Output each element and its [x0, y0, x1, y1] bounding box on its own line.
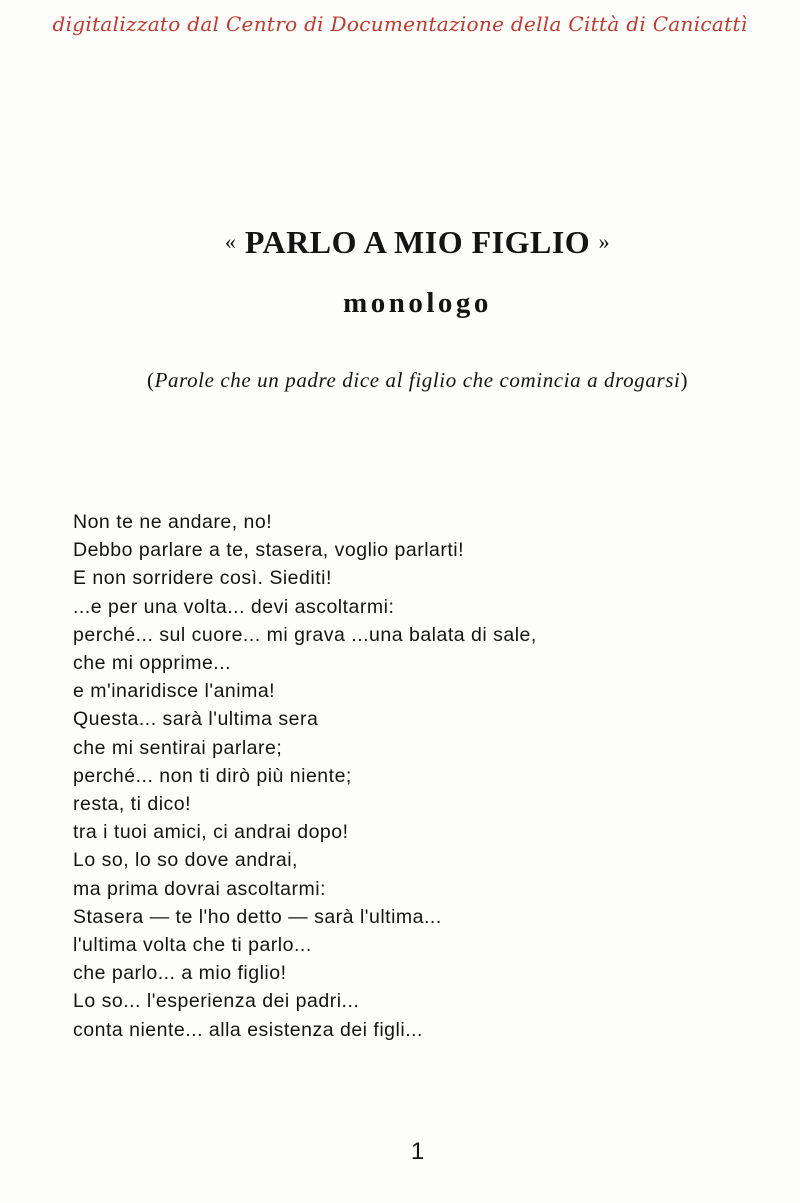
poem-line: che mi sentirai parlare;	[73, 736, 283, 759]
poem-line: conta niente... alla esistenza dei figli...	[73, 1018, 423, 1041]
poem-text	[73, 508, 753, 1044]
poem-line: ...e per una volta... devi ascoltarmi:	[73, 595, 395, 618]
poem-line: e m'inaridisce l'anima!	[73, 680, 276, 703]
poem-line: ma prima dovrai ascoltarmi:	[73, 877, 326, 900]
title-text: PARLO A MIO FIGLIO	[244, 224, 591, 260]
poem-line: Debbo parlare a te, stasera, voglio parlarti!	[73, 539, 465, 562]
stage-note	[0, 368, 800, 393]
poem-line: che mi opprime...	[73, 652, 232, 675]
note-close-paren: )	[680, 368, 689, 392]
poem-line: Lo so, lo so dove andrai,	[73, 849, 298, 872]
poem-line: l'ultima volta che ti parlo...	[73, 934, 312, 957]
poem-line: resta, ti dico!	[73, 793, 192, 816]
poem-line: perché... non ti dirò più niente;	[73, 764, 352, 787]
poem-line: Non te ne andare, no!	[73, 511, 273, 533]
digitization-watermark: digitalizzato dal Centro di Documentazione della Città di Canicattì	[52, 12, 748, 36]
title-close-quote: »	[598, 229, 611, 254]
note-text: Parole che un padre dice al figlio che comincia a drogarsi	[154, 368, 681, 392]
title-open-quote: «	[224, 229, 237, 254]
poem-line: E non sorridere così. Siediti!	[73, 567, 332, 590]
poem-line: che parlo... a mio figlio!	[73, 962, 287, 985]
poem-line: Lo so... l'esperienza dei padri...	[73, 990, 360, 1013]
page-title	[0, 224, 800, 261]
note-open-paren: (	[146, 368, 155, 392]
poem-line: tra i tuoi amici, ci andrai dopo!	[73, 821, 349, 844]
poem-line: perché... sul cuore... mi grava ...una balata di sale,	[73, 623, 537, 646]
page-subtitle: monologo	[343, 287, 492, 319]
poem-line: Stasera — te l'ho detto — sarà l'ultima...	[73, 905, 442, 928]
poem-line: Questa... sarà l'ultima sera	[73, 708, 319, 731]
page-number: 1	[410, 1138, 425, 1165]
